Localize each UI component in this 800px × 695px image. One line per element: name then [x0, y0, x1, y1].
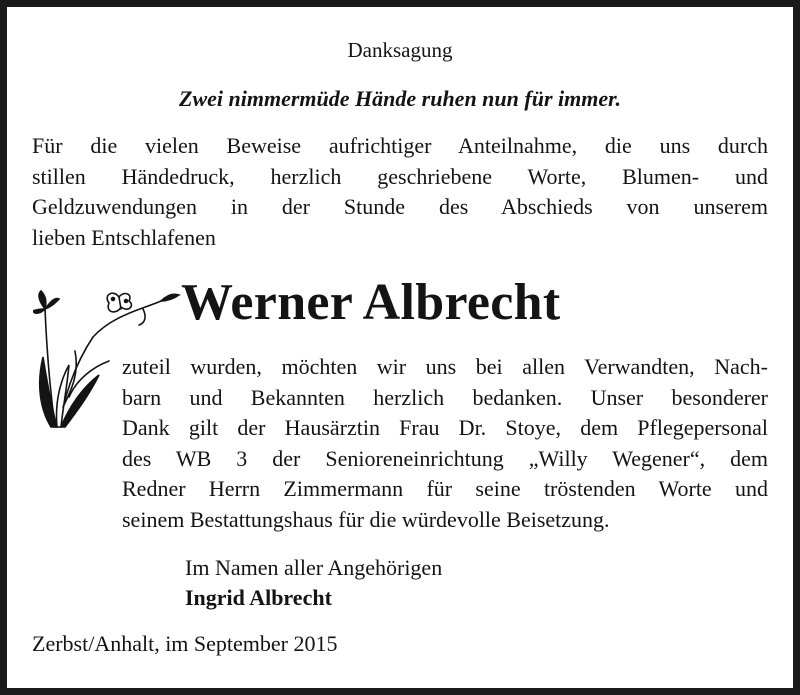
- paragraph-line: seinem Bestattungshaus für die würdevolle Beisetzung.: [122, 506, 610, 532]
- paragraph-line: Für die vielen Beweise aufrichtiger Anteilnahme, die uns durch: [32, 133, 768, 158]
- signature-name: Ingrid Albrecht: [185, 585, 332, 610]
- paragraph-line: Redner Herrn Zimmermann für seine tröstenden Worte und: [122, 476, 768, 501]
- signature-intro: Im Namen aller Angehörigen: [185, 555, 443, 580]
- paragraph-line: Dank gilt der Hausärztin Frau Dr. Stoye, dem Pflegepersonal: [122, 415, 768, 440]
- paragraph-line: stillen Händedruck, herzlich geschriebene Worte, Blumen- und: [32, 163, 768, 189]
- paragraph-line: barn und Bekannten herzlich bedanken. Unser besonderer: [122, 384, 768, 410]
- paragraph-intro: [32, 131, 768, 253]
- place-date: Zerbst/Anhalt, im September 2015: [32, 631, 338, 656]
- paragraph-line: Geldzuwendungen in der Stunde des Abschieds von unserem: [32, 194, 768, 219]
- paragraph-thanks: [122, 352, 768, 535]
- paragraph-line: des WB 3 der Senioreneinrichtung „Willy Wegener“, dem: [122, 445, 768, 471]
- heading: Danksagung: [347, 38, 453, 62]
- deceased-name: Werner Albrecht: [181, 274, 561, 331]
- paragraph-line: zuteil wurden, möchten wir uns bei allen Verwandten, Nach-: [122, 354, 768, 379]
- paragraph-line: lieben Entschlafenen: [32, 224, 216, 250]
- quote: Zwei nimmermüde Hände ruhen nun für immer.: [179, 86, 621, 111]
